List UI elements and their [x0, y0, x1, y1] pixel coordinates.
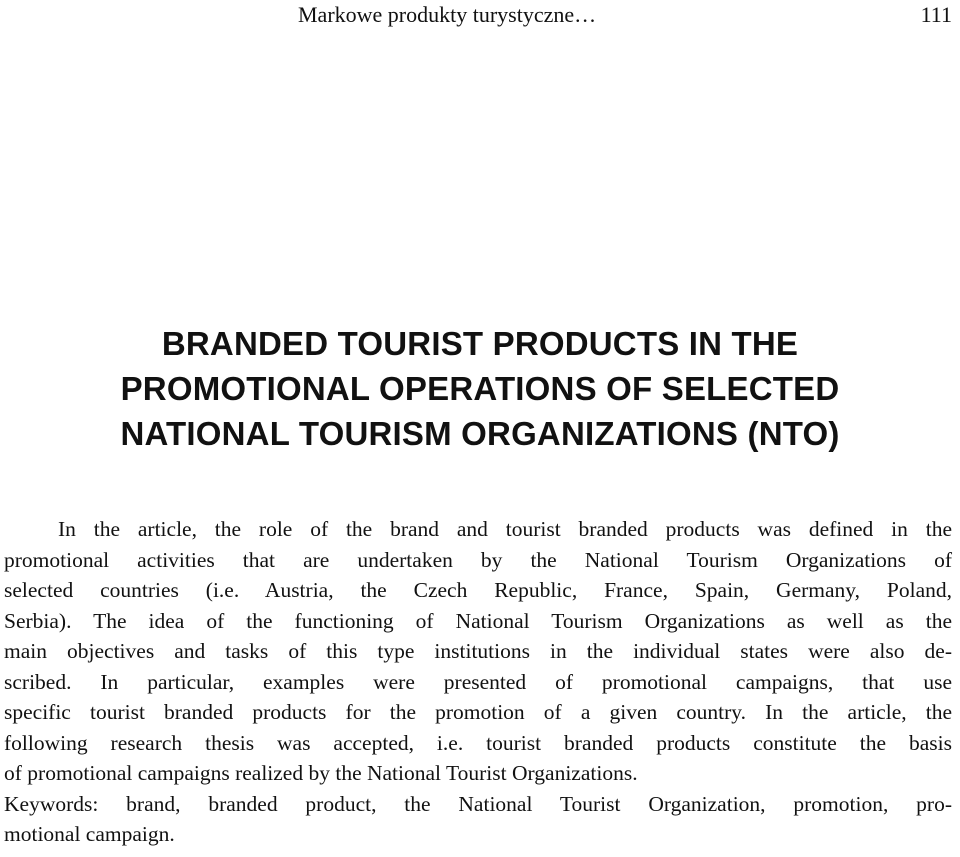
page-number: 111 [920, 2, 952, 27]
article-title [0, 321, 960, 456]
abstract-line: scribed. In particular, examples were presented of promotional campaigns, that use [4, 669, 952, 694]
title-line: BRANDED TOURIST PRODUCTS IN THE [161, 325, 799, 362]
abstract-line: following research thesis was accepted, i.e. tourist branded products constitute the basis [4, 730, 952, 755]
abstract [4, 514, 952, 850]
keywords-line: motional campaign. [4, 822, 175, 846]
abstract-line: In the article, the role of the brand and tourist branded products was defined in the [58, 517, 952, 541]
abstract-line: main objectives and tasks of this type institutions in the individual states were also de- [4, 639, 952, 663]
running-title: Markowe produkty turystyczne… [298, 2, 597, 27]
abstract-line: selected countries (i.e. Austria, the Czech Republic, France, Spain, Germany, Poland, [4, 578, 952, 602]
abstract-line: of promotional campaigns realized by the National Tourist Organizations. [4, 761, 638, 785]
abstract-line: Serbia). The idea of the functioning of National Tourism Organizations as well as the [4, 608, 952, 633]
keywords-line: Keywords: brand, branded product, the National Tourist Organization, promotion, pro- [4, 791, 952, 816]
abstract-line: specific tourist branded products for the promotion of a given country. In the article, the [4, 700, 952, 724]
title-line: NATIONAL TOURISM ORGANIZATIONS (NTO) [120, 415, 840, 452]
running-header [0, 2, 960, 28]
title-line: PROMOTIONAL OPERATIONS OF SELECTED [120, 370, 840, 407]
abstract-line: promotional activities that are undertaken by the National Tourism Organizations of [4, 547, 952, 572]
